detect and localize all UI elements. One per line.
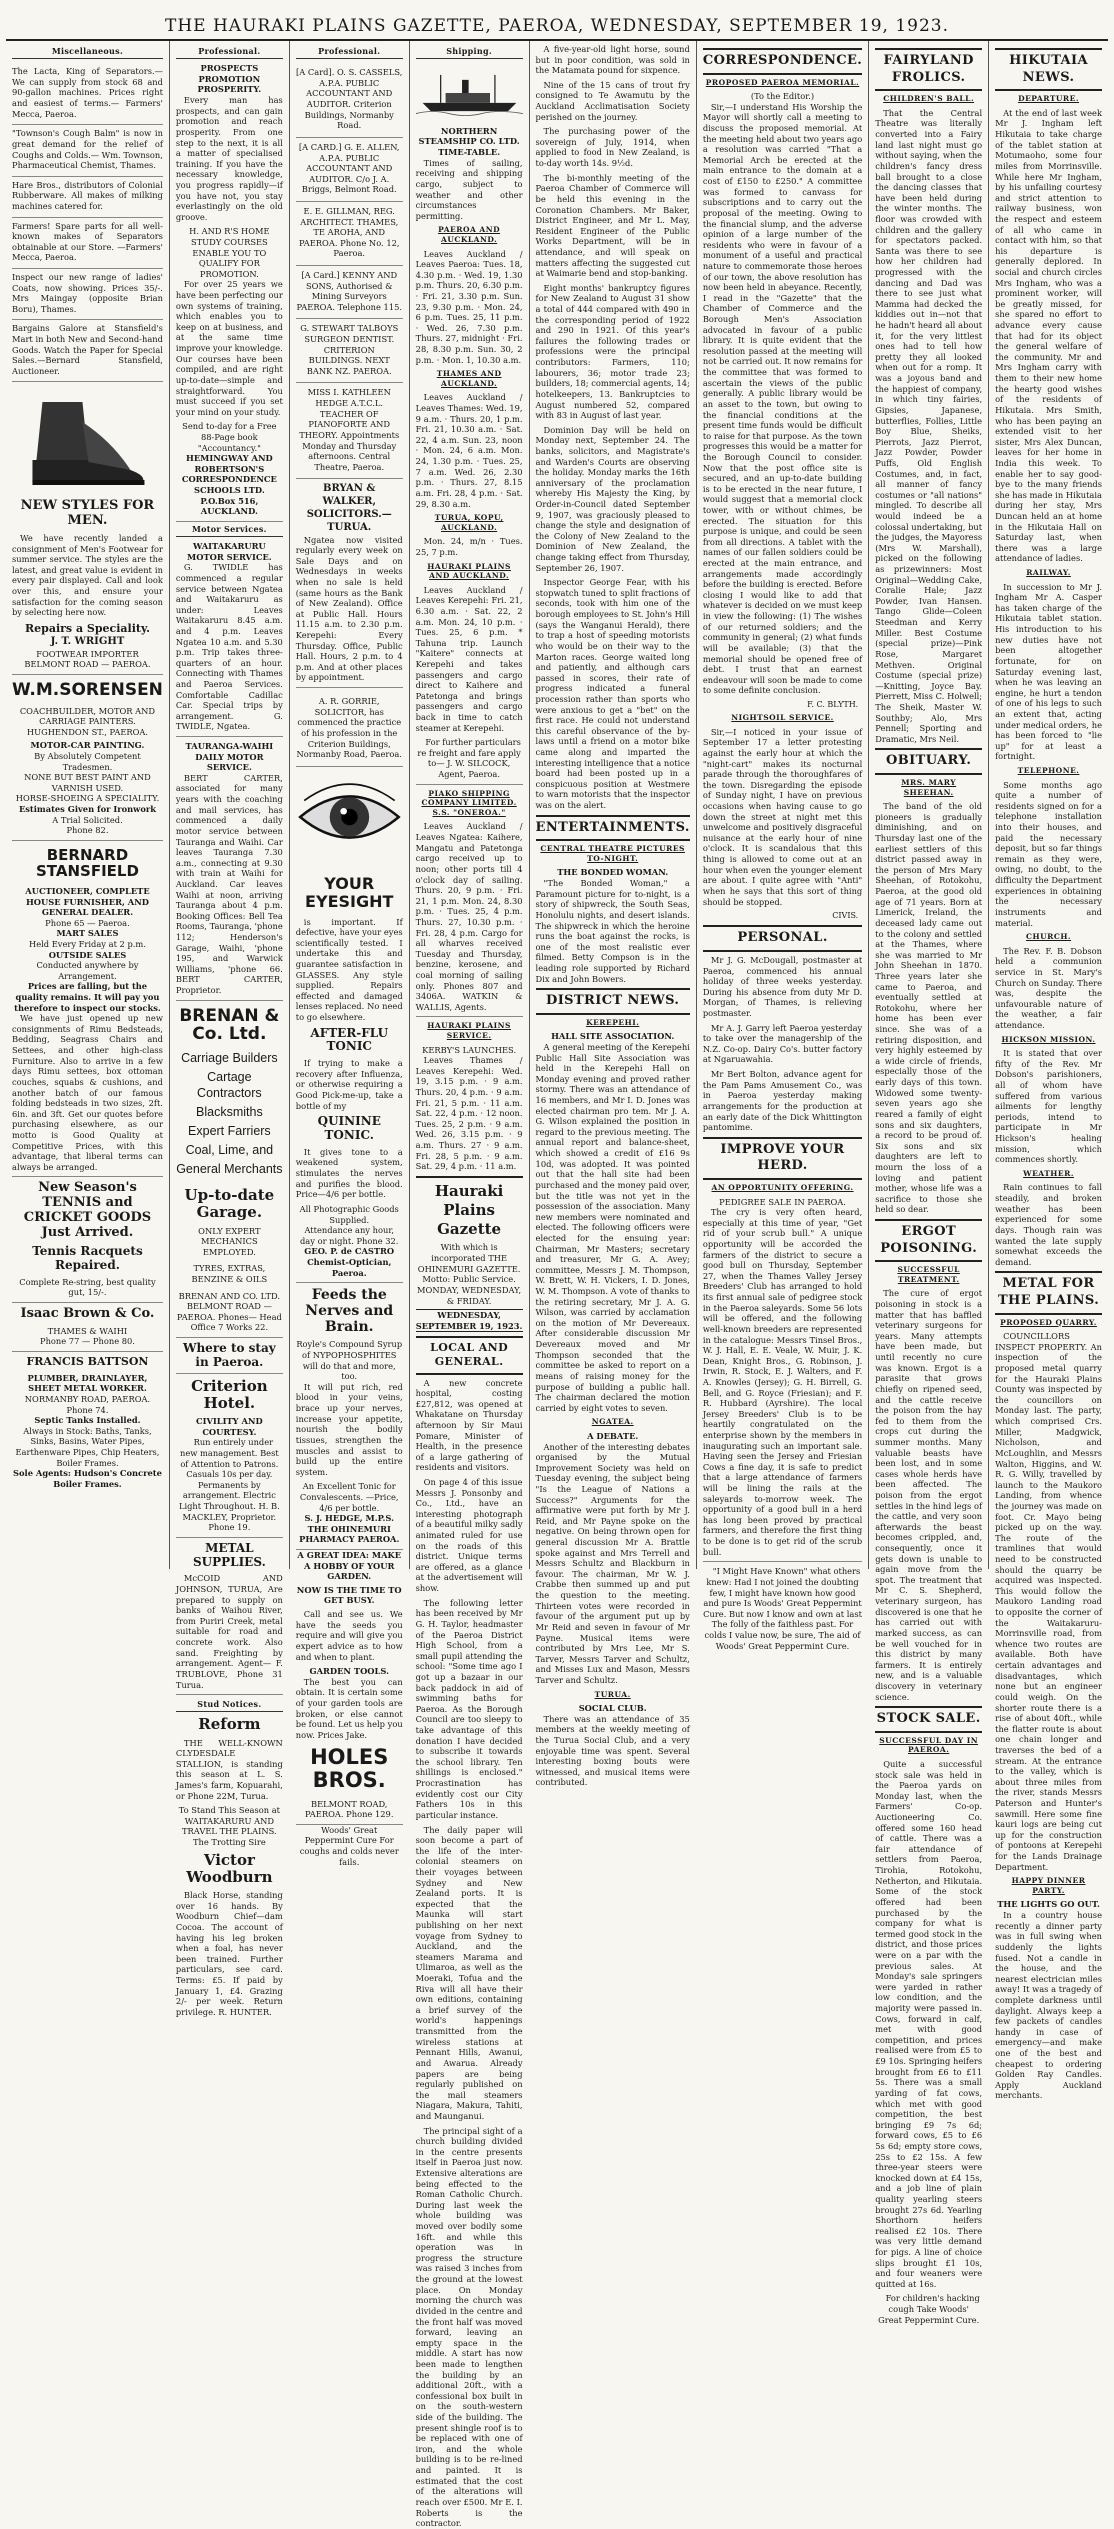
ad-line: Phone 82. — [12, 825, 163, 841]
ad-line: Sole Agents: Hudson's Concrete Boiler Frames. — [13, 1468, 162, 1489]
section-heading: Professional. — [176, 46, 283, 59]
ad-line: Phone 77 — Phone 80. — [12, 1336, 163, 1352]
section-heading: HIKUTAIA NEWS. — [995, 48, 1102, 91]
section-heading: STOCK SALE. — [875, 1706, 982, 1733]
article-paragraph: The cure of ergot poisoning in stock is a matter that has baffled veterinary surgeons for years. Many attempts have been made, but until recently no cure was known. Ergot is a parasite that grows chiefly on ripened seed, and the cattle receive the poison from the hay fed to them from the crops cut during the summer months. Many valuable beasts have been lost, and in some cases whole herds have been affected. The poison from the ergot settles in the hind legs of the cattle, and very soon afterwards the beast becomes crippled, and, consequently, once it gets down is unable to again move from the spot. The treatment that Mr C. S. Shepherd, veterinary surgeon, has discovered is one that he has carried out with marked success, as can be well vouched for in this district by many farmers. It is entirely new, and is a valuable discovery in veterinary science. — [875, 1288, 983, 1702]
ad-body: For over 25 years we have been perfecting our own systems of training, which enables you to keep on at business, and at the same time improve your knowledge. Our courses have been compiled, and are right up-to-date—simple and straightforward. You must succeed if you set your mind on your study. — [175, 279, 283, 417]
ad-line: General Merchants — [176, 1162, 283, 1177]
card-cassels: [A Card]. O. S. CASSELS, A.P.A. PUBLIC ACCOUNTANT AND AUDITOR. Criterion Buildings, Normanby Road. — [296, 63, 403, 138]
subheading: RAILWAY. — [1026, 568, 1071, 578]
ad-name: FRANCIS BATTSON — [26, 1355, 149, 1369]
ad-title: NEW STYLES FOR MEN. — [20, 498, 155, 529]
subheading: THE LIGHTS GO OUT. — [997, 1899, 1100, 1910]
ad-line: THAMES & WAIHI — [47, 1325, 128, 1336]
subheading: PIAKO SHIPPING COMPANY LIMITED. S.S. "ONEROA." — [421, 788, 517, 817]
timetable-body: Leaves Thames / Leaves Kerepehi: Wed. 19, 3.15 p.m. · 9 a.m. Thurs. 20, 4 p.m. · 9 a.m. Fri. 21, 5 p.m. · 11 a.m. Sat. 22, 4 p.m. · 12 noon. Tues. 25, 2 p.m. · 9 a.m. Wed. 26, 3.15 p.m. · 9 a.m. Thurs. 27 · 9 a.m. Fri. 28, 5 p.m. · 9 a.m. Sat. 29, 4 p.m. · 11 a.m. — [415, 1055, 523, 1172]
subheading: TURUA, KOPU, AUCKLAND. — [434, 513, 504, 532]
ad-line: Coal, Lime, and — [185, 1143, 274, 1158]
section-heading: CORRESPONDENCE. — [703, 48, 862, 75]
signature: CIVIS. — [832, 911, 859, 921]
subheading: HALL SITE ASSOCIATION. — [551, 1031, 675, 1042]
subheading: CHURCH. — [1026, 932, 1072, 942]
column-miscellaneous — [6, 41, 170, 1569]
subheading: SUCCESSFUL TREATMENT. — [897, 1265, 960, 1284]
ad-title: Where to stay in Paeroa. — [176, 1342, 283, 1374]
subheading: AN OPPORTUNITY OFFERING. — [711, 1183, 854, 1192]
article-paragraph: Sir,—I noticed in your issue of September 17 a letter protesting against the early hour at which the "night-cart" makes its nocturnal parade through the thoroughfares of the town. Disregarding the episode of Sunday night, I have on previous occasions when having cause to go down the street at night met this unwelcome and positively disgraceful nuisance at the early hour of nine o'clock. It is scandalous that this thing is allowed to come out at an hour when even the younger element are about. I quite agree with "Anti" when he says that this sort of thing should be stopped. — [702, 726, 863, 907]
section-heading: Motor Services. — [176, 524, 283, 537]
article-paragraph: Quite a successful stock sale was held in the Paeroa yards on Monday last, when the Farmers' Co-op. Auctioneering Co. offered some 160 head of cattle. There was a fair attendance of settlers from Paeroa, Tirohia, Rotokohu, Netherton, and Hikutaia. Some of the stock offered had been purchased by the company for what is termed good stock in the district, and those prices were on a par with the previous sales. At Monday's sale springers were yarded in rather low condition, and the majority were passed in. Cows, forward in calf, met with good competition, and prices realised were from £5 to £9 10s. Springing heifers brought from £6 to £11 5s. There was a small yarding of fat cows, which met with good competition, the best bringing £9 7s 6d; forward cows, £5 to £6 5s 6d; empty store cows, 25s to £2 15s. A few three-year steers were knocked down at £4 15s, and a job line of plain quality yearling steers brought 27s 6d. Yearling Shorthorn heifers realised £2 10s. There was very little demand for pigs. A line of choice slips brought £1 10s, and four weaners were quitted at 16s. — [875, 1759, 983, 2289]
ad-line: COACHBUILDER, MOTOR AND CARRIAGE PAINTERS. HUGHENDON ST., PAEROA. — [19, 705, 156, 737]
article-paragraph: In a country house recently a dinner party was in full swing when suddenly the lights fused. Not a candle in the house, and the nearest electrician miles away! It was a tragedy of complete darkness until daylight. Always keep a few packets of candles handy in case of emergency—and make one of the best and cheapest to ordering Golden Ray Candles. Apply Auckland merchants. — [995, 1910, 1102, 2101]
article-paragraph: The bi-monthly meeting of the Paeroa Chamber of Commerce will be held this evening in the Coronation Chambers. Mr Baker, District Engineer, and Mr L. May, Resident Engineer of the Public Works Department, will be in attendance, and will speak on matters affecting the suggested cut at Waimarie bend and stop-banking. — [535, 172, 690, 279]
ad-line: KERBY'S LAUNCHES. — [422, 1044, 517, 1055]
ad-body: It will put rich, red blood in your veins, brace up your nerves, increase your appetite, nourish the bodily tissues, strengthen the muscles and assist to build up the entire system. — [295, 1381, 403, 1477]
subheading: HAURAKI PLAINS SERVICE. — [427, 1021, 511, 1041]
column-professional-cards — [290, 41, 410, 1867]
masthead-title: THE HAURAKI PLAINS GAZETTE, PAEROA, WEDNESDAY, SEPTEMBER 19, 1923. — [165, 16, 949, 36]
subheading: CENTRAL THEATRE PICTURES TO-NIGHT. — [540, 844, 685, 863]
section-heading: LOCAL AND GENERAL. — [416, 1336, 523, 1374]
card-talboys: G. STEWART TALBOYS SURGEON DENTIST. CRITERION BUILDINGS. NEXT BANK NZ. PAEROA. — [296, 319, 403, 383]
article-paragraph: Sir,—I understand His Worship the Mayor will shortly call a meeting to discuss the proposed memorial. At the meeting held about two years ago a resolution was carried "That a Memorial Arch be erected at the main entrance to the domain at a cost of £150 to £250." A committee was formed to canvass for subscriptions and to carry out the proposal of the meeting. Owing to the financial slump, and the adverse opinion of a large number of the residents who were in favour of a monument of a useful and practical nature to commemorate those heroes of our town, the above resolution has now been held in abeyance. Recently, I read in the "Gazette" that the Chamber of Commerce and the Borough Men's Association advocated in favour of a public library. It is quite evident that the resolution passed at the meeting will not be carried out. It now remains for the committee that was formed to ascertain the views of the public generally. A public library would be an asset to the town, but owing to the financial conditions at the present time funds would be difficult to raise for that purpose. As the town progresses this would be a matter for the Borough Council to consider. Now that the post office site is secured, and an up-to-date building is to be erected in the near future, I would suggest that a memorial clock tower, with or without chimes, be erected. The situation for this purpose is unique, and could be seen from all directions. A tablet with the names of our fallen soldiers could be erected at the main entrance, and arrangements made accordingly before the building is erected. Before closing I would like to add that whatever is decided on we must keep in view the following: (1) The wishes of our returned soldiers; and the community in general; (2) what funds will be available; (3) that the memorial should be opened free of debt. I trust that an earnest endeavour will soon be made to come to some definite conclusion. — [702, 101, 863, 696]
ad-title: TAURANGA-WAIHI DAILY MOTOR SERVICE. — [185, 741, 274, 773]
ad-title: Repairs a Speciality. — [24, 621, 150, 635]
timetable-body: Leaves Auckland / Leaves Thames: Wed. 19, 9 a.m. · Thurs. 20, 1 p.m. Fri. 21, 10.30 a.m. · Sat. 22, 4 a.m. Sun. 23, noon · Mon. 24, 6 a.m. Mon. 24, 1.30 p.m. · Tues. 25, 7 a.m. Wed. 26, 2.30 p.m. · Thurs. 27, 8.15 a.m. Fri. 28, 4 p.m. · Sat. 29, 8.30 a.m. — [415, 392, 523, 509]
eye-illustration — [296, 767, 403, 867]
article-paragraph: Rain continues to fall steadily, and broken weather has been experienced for some days. Though rain was wanted the late supply somewhat exceeds the demand. — [995, 1182, 1102, 1267]
article-paragraph: Nine of the 15 cans of trout fry consigned to Te Awamutu by the Auckland Acclimatisation Society perished on the journey. — [535, 79, 690, 122]
page-columns — [6, 41, 1108, 2529]
card-hedge: MISS I. KATHLEEN HEDGE A.T.C.L. TEACHER OF PIANOFORTE AND THEORY. Appointments Monday and Thursday afternoons. Central Theatre, Paeroa. — [296, 383, 403, 479]
ad-line: Complete Re-string, best quality gut, 15/-. — [12, 1277, 163, 1303]
article-paragraph: Dominion Day will be held on Monday next, September 24. The banks, solicitors, and Magistrate's and Warden's Courts are observing the holiday. Monday marks the 16th anniversary of the proclamation whereby His Majesty the King, by Order-in-Council dated September 9, 1907, was graciously pleased to change the style and designation of the Colony of New Zealand to the Dominion of New Zealand, the change taking effect from Thursday, September 26, 1907. — [535, 424, 690, 573]
subheading: PAEROA AND AUCKLAND. — [438, 225, 501, 244]
ad-body: If trying to make a recovery after Influenza, or otherwise requiring a Good Pick-me-up, take a bottle of my — [295, 1058, 403, 1111]
column-fairyland — [869, 41, 989, 2325]
ad-line: With which is incorporated THE OHINEMURI GAZETTE. Motto: Public Service. MONDAY, WEDNESDAY, & FRIDAY. — [417, 1242, 522, 1306]
section-heading: Shipping. — [416, 46, 523, 59]
ad-line: Estimates Given for Ironwork — [18, 804, 156, 815]
ad-title: New Season's TENNIS and CRICKET GOODS Just Arrived. — [23, 1180, 152, 1241]
ad-line: All Photographic Goods Supplied. — [299, 1203, 399, 1225]
article-paragraph: It is stated that over fifty of the Rev. Mr Dobson's parishioners, all of whom have suffered from various ailments for lengthy periods, intend to participate in Mr Hickson's healing mission, which commences shortly. — [995, 1048, 1102, 1165]
ad-name: HOLES BROS. — [310, 1745, 389, 1793]
subheading: PROPOSED QUARRY. — [1000, 1317, 1097, 1327]
timetable-body: Leaves Auckland / Leaves Ngatea: Kaihere, Mangatu and Patetonga cargo received up to noon; other ports till 4 o'clock day of sailing. Thurs. 20, 9 p.m. · Fri. 21, 1 p.m. Mon. 24, 8.30 p.m. · Tues. 25, 4 p.m. Thurs. 27, 10.30 p.m. · Fri. 28, 4 p.m. Cargo for all wharves received Tuesday and Thursday, benzine, kerosene, and coal morning of sailing only. Phones 807 and 3406A. WATKIN & WALLIS, Agents. — [416, 821, 523, 1017]
ad-line: Attendance any hour, day or night. Phone 32. — [300, 1225, 399, 1246]
ad-name: BRENAN & Co. Ltd. — [179, 1005, 280, 1045]
section-heading: ERGOT POISONING. — [875, 1219, 982, 1262]
ad-line: Royle's Compound Syrup of NYPOPHOSPHITES will do that and more, too. — [296, 1339, 403, 1382]
article-paragraph: The cry is very often heard, especially at this time of year, "Get rid of your scrub bull." A unique opportunity will be accorded the farmers of the district to secure a good bull on Thursday, September 27, when the Thames Valley Jersey Breeders' Club has arranged to hold its first annual sale of pedigree stock in the Paeroa saleyards. Some 56 lots will be offered, and the following well-known breeders are represented in the catalogue: Messrs Tinsel Bros., W. J. Hall, E. E. Veale, W. Muir, J. K. Dean, Knight Bros., G. Robinson, J. Irwin, R. Stock, E. J. Walters, and F. A. Knowles (Jersey); G. H. Birrell, G. Bell, and G. Royce (Friesian); and F. R. Hubbard (Ayrshire). The local Jersey Breeders' Club is to be heartily congratulated on the enterprise shown by the members in inaugurating such an important sale. Having seen the Jersey and Friesian Cows a fine day, it is safe to predict that a large attendance of farmers will be lining the rails at the saleyards to-morrow week. The opportunity of a good bull in a herd has long been proved by practical farmers, and therefore the first thing to be done is to get rid of the scrub bull. — [702, 1207, 863, 1557]
subheading: HICKSON MISSION. — [1001, 1034, 1096, 1044]
subheading: PEDIGREE SALE IN PAEROA. — [719, 1196, 846, 1207]
ad-title: Up-to-date Garage. — [184, 1186, 275, 1222]
ad-body: We have recently landed a consignment of Men's Footwear for summer service. The styles are the latest, and great value is evident in every pair displayed. Call and look over this, and ensure your satisfaction for the coming season by selecting here now. — [12, 532, 163, 618]
masthead — [6, 0, 1108, 41]
ad-line: CIVILITY AND COURTESY. — [195, 1416, 263, 1437]
ad-line: NONE BUT BEST PAINT AND VARNISH USED. — [24, 772, 151, 793]
timetable-body: Mon. 24, m/n · Tues. 25, 7 p.m. — [415, 536, 523, 557]
subheading: NGATEA. — [591, 1417, 634, 1427]
ad-line: NORMANBY ROAD, PAEROA. Phone 74. — [24, 1393, 151, 1415]
ad-title: WAITAKARURU MOTOR SERVICE. — [187, 541, 272, 562]
subheading: HAPPY DINNER PARTY. — [1011, 1876, 1086, 1895]
subheading: HAURAKI PLAINS AND AUCKLAND. — [427, 561, 511, 581]
ad-name: W.M.SORENSEN — [12, 679, 163, 700]
ad-title: METAL SUPPLIES. — [192, 1540, 266, 1569]
article-paragraph: At the end of last week Mr J. Ingham left Hikutaia to take charge of the tablet station at Motumaoho, some four miles from Morrinsville. While here Mr Ingham, by his unfailing courtesy and strict attention to railway business, won the respect and esteem of all who came in contact with him, so that his departure is generally deplored. In social and church circles Mrs Ingham, who was a prominent worker, will be greatly missed, for she spared no effort to advance every cause that had for its object the general welfare of the community. Mr and Mrs Ingham carry with them to their new home the hearty good wishes of the residents of Hikutaia. Mrs Smith, who has been paying an extended visit to her sister, Mrs Alex Duncan, leaves for her home in India this week. To enable her to say good-bye to the many friends she has made in Hikutaia during her stay, Mrs Duncan held an at home in the Hikutaia Hall on Saturday last, when there was a large attendance of ladies. — [995, 107, 1102, 564]
card-gorrie: A. R. GORRIE, SOLICITOR, has commenced the practice of his profession in the Criterion Buildings, Normanby Road, Paeroa. — [296, 692, 403, 767]
article-paragraph: There was an attendance of 35 members at the weekly meeting of the Turua Social Club, and a very enjoyable time was spent. Several interesting boxing bouts were witnessed, and musical items were contributed. — [535, 1713, 690, 1788]
section-heading: FAIRYLAND FROLICS. — [875, 48, 982, 91]
ad-line: Carriage Builders — [181, 1051, 278, 1066]
article-paragraph: The purchasing power of the sovereign of July, 1914, when applied to food in New Zealand, is to-day worth 14s. 9½d. — [535, 126, 690, 169]
article-paragraph: Mr J. G. McDougall, postmaster at Paeroa, commenced his annual holiday of three weeks yesterday. During his absence from duty Mr D. Morgan, of Thames, is relieving postmaster. — [702, 955, 863, 1019]
subheading: THE BONDED WOMAN. — [557, 867, 669, 878]
article-paragraph: In succession to Mr J. Ingham Mr A. Casper has taken charge of the Hikutaia tablet station. His introduction to his new duties have not been altogether fortunate, for on Saturday evening last, when he was leaving an engine, he hurt a tendon of one of his legs to such an extent that, acting under medical orders, he has been forced to "lie up" for at least a fortnight. — [995, 581, 1102, 762]
article-paragraph: The following letter has been received by Mr G. H. Taylor, headmaster of the Paeroa District High School, from a small pupil attending the school: "Some time ago I got up a bazaar in our back paddock in aid of swimming baths for Paeroa. As the Borough Council are too sleepy to take advantage of this donation I have decided to subscribe it towards the school library. Ten shillings is enclosed." Procrastination has evidently cost our City Fathers 10s in this particular instance. — [415, 1597, 523, 1820]
section-heading: OBITUARY. — [875, 748, 982, 775]
subheading: SUCCESSFUL DAY IN PAEROA. — [879, 1735, 979, 1755]
article-paragraph: Another of the interesting debates organised by the Mutual Improvement Society was held on Tuesday evening, the subject being "Is the League of Nations a Success?" Arguments for the affirmative were put forth by Mr J. Reid, and Mr Payne spoke on the negative. On being thrown open for general discussion Mr A. Brattle spoke against and Mrs Terrell and Messrs Schultz and Blackburn in favour. The chairman, Mr W. J. Crabbe then summed up and put the question to the meeting. Thirteen votes were recorded in favour of the argument put up by Mr Reid and seven in favour of Mr Payne. Musical items were contributed by Mrs Lee, Mr S. Tarver, Messrs Tarver and Schultz, and Misses Lux and Mason, Messrs Tarver and Schultz. — [535, 1441, 690, 1685]
ad-line: Conducted anywhere by Arrangement. — [36, 960, 139, 981]
ad-line: Phone 65 — Paeroa. — [45, 917, 130, 928]
section-heading: Professional. — [296, 46, 403, 59]
ad-title: NORTHERN STEAMSHIP CO. LTD. — [418, 125, 520, 147]
section-heading: DISTRICT NEWS. — [536, 988, 690, 1015]
ad-line: A GREAT IDEA: MAKE A HOBBY OF YOUR GARDEN. — [297, 1550, 402, 1582]
ad-line: BELMONT ROAD — PAEROA. Phones— Head Office 7 Works 22. — [176, 1301, 283, 1338]
shoe-illustration — [12, 382, 163, 492]
ad-line: H. AND R'S HOME STUDY COURSES ENABLE YOU TO QUALIFY FOR PROMOTION. — [189, 226, 270, 279]
ad-line: Blacksmiths — [196, 1105, 263, 1120]
ad-line: Prices are falling, but the quality remains. It will pay you therefore to inspect our stocks. — [14, 981, 161, 1013]
ad-line: Woods' Great Peppermint Cure For coughs and colds never fails. — [299, 1824, 399, 1867]
article-paragraph: The band of the old pioneers is gradually diminishing, and on Thursday last one of the earliest settlers of this district passed away in the person of Mrs Mary Sheehan, of Rotokohu, Paeroa, at the good old age of 71 years. Born at Limerick, Ireland, the deceased lady came out to the colony and settled at the Thames, where she was married to Mr John Sheehan in 1870. Three years later she came to Paeroa, and eventually settled at Rotokohu, where her home has been ever since. She was of a retiring disposition, and very highly esteemed by a wide circle of friends, especially those of the early days of this town. Widowed some twenty-seven years ago she reared a family of eight sons and six daughters, a record to be proud of. Six sons and six daughters are left to mourn the loss of a loving and patient mother, whose life was a sacrifice to those she held so dear. — [875, 801, 983, 1215]
ad-name: BERNARD STANSFIELD — [36, 845, 139, 881]
ad-body: The best you can obtain. It is certain some of your garden tools are broken, or else cannot be found. Let us help you now. Prices Jake. — [295, 1676, 403, 1740]
subheading: CHILDREN'S BALL. — [883, 94, 975, 104]
ad-line: GARDEN TOOLS. — [309, 1666, 389, 1677]
signature: F. C. BLYTH. — [807, 699, 859, 709]
article-paragraph: Some months ago quite a number of residents signed on for a telephone installation into their houses, and paid the necessary deposit, but so far things remain as they were, owing, no doubt, to the difficulty the Department experiences in obtaining the necessary instruments and material. — [995, 779, 1102, 928]
article-paragraph: "The Bonded Woman," a Paramount picture for to-night, is a story of shipwreck, the South Seas, Honolulu nights, and desert islands. The shipwreck in which the heroine runs the boat against the rocks, is one of the most realistic ever filmed. Betty Compson is in the leading role supported by Richard Dix and John Bowers. — [535, 878, 690, 984]
misc-item: "Townson's Cough Balm" is now in great demand for the relief of Coughs and Colds.— Wm. Townson, Pharmaceutical Chemist, Thames. — [12, 125, 163, 176]
column-correspondence — [697, 41, 869, 1651]
misc-item: Inspect our new range of ladies' Coats, now showing. Prices 35/-. Mrs Maingay (opposite Brian Boru), Thames. — [12, 269, 163, 320]
article-paragraph: That the Central Theatre was literally converted into a Fairy land last night must go without saying, when the children's fancy dress ball brought to a close the dancing classes that have been held during the winter months. The floor was crowded with children and the gallery for spectators packed. Santa was there to see how her children had progressed with the dancing and Dad was there to see just what Mamma had decked the kiddies out in—not that he hadn't heard all about it, for the very littlest ones had to tell how pretty they all looked when out for a romp. It was a joyous band and the happiest of company, in which tiny fairies, Gipsies, Japanese, butterflies, Follies, Little Boy Blue, Sheiks, Pierrots, Jazz Pierrot, Jazz Powder, Powder Puffs, Old English Costumes, and, in fact, all manner of fancy costumes or "all nations" mingled. To describe all would indeed be a colossal undertaking, but the judges, the Mayoress (Mrs W. Marshall), picked on the following as prizewinners: Most Original—Wedding Cake, Coralie Hale; Jazz Powder, Ivan Hansen. Tango Glide—Coleen Steedman and Kerry Miller. Best Costume (special prize)—Pink Rose, Margaret Methven. Original Costume (special prize)—Knitting, Joyce Bay. Pierrett, Miss C. Holwell; The Sheik, Master W. Southby; Alo, Mrs Pennell; Sporting and Dramatic, Mrs Neil. — [875, 107, 983, 744]
subheading: KEREPEHI. — [586, 1017, 640, 1027]
subheading: THAMES AND AUCKLAND. — [436, 369, 502, 388]
ad-body: "I Might Have Known" what others knew: Had I not joined the doubting few, I might have known how good and pure Is Woods' Great Peppermint Cure. But now I know and own at last The folly of the faithless past. For colds I value now, be sure, The aid of Woods' Great Peppermint Cure. — [703, 1561, 862, 1651]
ad-line: HEMINGWAY AND ROBERTSON'S CORRESPONDENCE SCHOOLS LTD. P.O.Box 516, AUCKLAND. — [176, 453, 283, 522]
article-paragraph: A five-year-old light horse, sound but in poor condition, was sold in the Matamata pound for sixpence. — [535, 44, 690, 76]
ad-line: MOTOR-CAR PAINTING. — [30, 740, 145, 751]
ad-body: is important. If defective, have your eyes scientifically tested. I undertake this and guarantee satisfaction in GLASSES. Any style supplied. Repairs effected and damaged lenses replaced. No need to go elsewhere. — [295, 916, 403, 1022]
article-paragraph: Mr A. J. Garry left Paeroa yesterday to take over the managership of the N.Z. Co-op. Dairy Co's. butter factory at Ngaruawahia. — [702, 1022, 863, 1065]
ad-name: Isaac Brown & Co. — [20, 1305, 155, 1321]
ad-line: TYRES, EXTRAS, BENZINE & OILS — [191, 1263, 268, 1284]
ad-name: J. T. WRIGHT — [50, 635, 125, 647]
subheading: SOCIAL CLUB. — [578, 1703, 647, 1714]
timetable-body: Leaves Auckland / Leaves Kerepehi: Fri. 21, 6.30 a.m. · Sat. 22, 2 a.m. Mon. 24, 10 p.m. · Tues. 25, 6 p.m. * Tahuna trip. Launch "Kaitere" connects at Kerepehi and takes passengers and cargo direct to Kaihere and Patetonga and brings passengers and cargo back in time to catch steamer at Kerepehi. — [415, 584, 523, 733]
ad-line: MART SALES — [56, 928, 119, 939]
article-paragraph: COUNCILLORS INSPECT PROPERTY. An inspection of the proposed metal quarry for the Hauraki Plains County was inspected by the councillors on Monday last. The party, which comprised Crs. Miller, Madgwick, Nicholson, and McLoughlin, and Messrs Walton, Higgins, and W. R. G. Willy, travelled by launch to the Maukoro Landing, from whence the journey was made on foot. Cr. Mayo being picked up on the way. The route of the tramlines that would need to be constructed should the quarry be acquired was inspected. This would follow the Maukoro Landing road to opposite the corner of the Waitakaruru-Morrinsville road, from whence two routes are available. Both have certain advantages and disadvantages, which none but an engineer could weigh. On the shorter route there is a rise of about 40ft., while the flatter route is about one chain longer and traverses the bed of a stream. At the entrance to the valley, which is about three miles from the river, stands Messrs Paterson and Hunter's sawmill. Here some fine kauri logs are being cut up for the construction of pontoons at Kerepehi for the Lands Drainage Department. — [995, 1331, 1102, 1872]
article-paragraph: A general meeting of the Kerepehi Public Hall Site Association was held in the Kerepehi Hall on Monday evening and proved rather stormy. There was an attendance of 16 members, and Mr I. D. Jones was elected chairman pro tem. Mr J. A. G. Wilson explained the position in regard to the previous meeting. The annual report and balance-sheet, which showed a credit of £16 9s 10d, was adopted. It was pointed out that the hall site had been purchased and the money paid over, but the title was not yet in the possession of the association. Many new members were nominated and elected. The following officers were elected for the ensuing year: Chairman, Mr Masters; secretary and treasurer, Mr G. A. Avey; committee, Messrs J. M. Thompson, W. Brett, W. H. Vickers, I. D. Jones, W. M. Thompson. A vote of thanks to the retiring secretary, Mr J. A. G. Wilson, was carried by acclamation on the motion of Mr Devereaux. After considerable discussion Mr Devereaux moved and Mr Thompson seconded that the committee be asked to report on a means of raising money for the purpose of building a public hall. The chairman declared the motion carried by eight votes to seven. — [535, 1042, 690, 1413]
ad-line: BRENAN AND CO. LTD. — [178, 1290, 281, 1301]
ad-line: BELMONT ROAD, PAEROA. Phone 129. — [296, 1799, 403, 1825]
section-heading: ENTERTAINMENTS. — [536, 815, 690, 842]
section-heading: PERSONAL. — [703, 925, 862, 952]
ad-line: AUCTIONEER, COMPLETE HOUSE FURNISHER, AND GENERAL DEALER. — [25, 885, 150, 918]
article-paragraph: The Rev. F. B. Dobson held a communion service in St. Mary's Church on Sunday. There was, despite the unfavourable nature of the weather, a fair attendance. — [995, 945, 1102, 1030]
misc-item: Bargains Galore at Stansfield's Mart in both New and Second-hand Goods. Watch the Paper for Special Sales.—Bernard Stansfield, Auctioneer. — [12, 320, 163, 382]
ad-line: Held Every Friday at 2 p.m. — [28, 938, 146, 949]
ad-body: We have just opened up new consignments of Rimu Bedsteads, Bedding, Seagrass Chairs and Settees, and other high-class Furniture. Also to arrive in a few days Rimu settees, box ottoman couches, squabs & cushions, and another batch of our famous folding bedsteads in two sizes, 2ft. 6in. and 3ft. Get our quotes before purchasing elsewhere, as our motto is Good Quality at Competitive Prices, with this advantage, that liberal terms can always be arranged. — [12, 1013, 163, 1177]
section-heading: IMPROVE YOUR HERD. — [703, 1137, 862, 1180]
ad-body: G. TWIDLE has commenced a regular service between Ngatea and Waitakaruru as under: Leaves Waitakaruru 8.45 a.m. and 4 p.m. Leaves Ngatea 10 a.m. and 5.30 p.m. Trip takes three-quarters of an hour. Connecting with Thames and Paeroa Services. Comfortable Cadillac Car. Special trips by arrangement. G. TWIDLE, Ngatea. — [176, 562, 283, 737]
dateline: WEDNESDAY, SEPTEMBER 19, 1923. — [415, 1310, 523, 1331]
ad-body: THE WELL-KNOWN CLYDESDALE STALLION, is standing this season at L. S. James's farm, Kopuarahi, or Phone 22M, Turua. — [175, 1737, 283, 1801]
misc-item: Hare Bros., distributors of Colonial Rubberware. All makes of milking machines catered for. — [12, 177, 163, 218]
steamship-illustration — [416, 63, 523, 123]
article-paragraph: Inspector George Fear, with his stopwatch tuned to split fractions of seconds, took with him one of the borough employees to St. John's Hill (says the Wanganui Herald), there to trap a host of speeding motorists who would be on their way to the Marton races. George waited long and patiently, and although cars passed in scores, their rate of progress indicated a funeral procession rather than sports who were anxious to get a "bet" on the first race. He could not understand this careful observance of the by-laws until a friend on a motor bike came along and imparted the interesting intelligence that a notice board had been posted up in a conspicuous position at Westmere to warn motorists that the inspector was on the alert. — [535, 577, 690, 811]
card-kenny: [A Card.] KENNY AND SONS, Authorised & Mining Surveyors PAEROA. Telephone 115. — [296, 266, 403, 319]
ad-body: For further particulars re freight and fare apply to— J. W. SILCOCK, Agent, Paeroa. — [416, 737, 523, 784]
ad-line: To Stand This Season at WAITAKARURU AND TRAVEL THE PLAINS. The Trotting Sire — [178, 1805, 280, 1848]
subheading: PROPOSED PAEROA MEMORIAL. — [705, 77, 860, 87]
article-paragraph: Eight months' bankruptcy figures for New Zealand to August 31 show a total of 444 compared with 490 in the corresponding period of 1922 and 290 in 1921. Of this year's failures the following trades or professions were the principal contributors: Farmers, 110; labourers, 36; motor trade 23; builders, 18; commercial agents, 14; hotelkeepers, 13. Bankruptcies to August numbered 52, compared with 83 in August of last year. — [535, 282, 690, 421]
ad-body: It gives tone to a weakened system, stimulates the nerves and purifies the blood. Price—4/6 per bottle. — [295, 1146, 403, 1200]
subheading: TELEPHONE. — [1017, 766, 1080, 775]
ad-line: Send to-day for a Free 88-Page book "Accountancy." — [182, 421, 277, 453]
ad-line: TIME-TABLE. — [438, 147, 501, 158]
misc-item: Farmers! Spare parts for all well-known makes of Separators obtainable at our Store. —Farmers' Mecca, Paeroa. — [12, 218, 163, 269]
ad-line: Expert Farriers — [188, 1124, 271, 1139]
ad-title: YOUR EYESIGHT — [305, 874, 394, 911]
misc-item: The Lacta, King of Separators.— We can supply from stock 68 and 90-gallon machines. Prices right and easiest of terms.— Farmers' Mecca, Paeroa. — [12, 63, 163, 125]
section-heading: METAL FOR THE PLAINS. — [995, 1271, 1102, 1314]
article-paragraph: The daily paper will soon become a part of the life of the inter-colonial steamers on their voyages between Sydney and New Zealand ports. It is expected that the Maunka will start publishing on her next voyage from Sydney to Auckland, and the steamers Marama and Ulimaroa, as well as the Moeraki, Tofua and the Riva will all have their own editions, containing a brief survey of the world's happenings transmitted from the wireless stations at Pennant Hills, Awanui, and Awarua. Already papers are being regularly published on the mail steamers Niagara, Makura, Tahiti, and Maunganui. — [415, 1824, 523, 2121]
ad-line: GEO. P. de CASTRO Chemist-Optician, Paeroa. — [296, 1246, 403, 1283]
ad-body: Ngatea now visited regularly every week on Sale Days and on Wednesdays in weeks when no sale is held (same hours as the Bank of New Zealand). Office at Public Hall. Hours 11.15 a.m. to 2.30 p.m. Kerepehi: Every Thursday. Office, Public Hall. Hours, 2 p.m. to 4 p.m. And at other places by appointment. — [296, 535, 403, 689]
ad-body: BERT CARTER, associated for many years with the coaching and mail services, has commenced a daily motor service between Tauranga and Waihi. Car leaves Tauranga 7.30 a.m., connecting at 9.30 with train at Waihi for Auckland. Car leaves Waihi at noon, arriving Tauranga about 4 p.m. Booking Offices: Bell Tea Rooms, Tauranga, 'phone 112; Henderson's Garage, Waihi, 'phone 195, and Warwick Williams, 'phone 66. BERT CARTER, Proprietor. — [176, 773, 283, 1001]
ad-body: Every man has prospects, and can gain promotion and reach prosperity. From one step to the next, it is all a matter of specialised training. If you have the necessary knowledge, you progress rapidly—if you have not, you stay everlastingly on the old groove. — [175, 95, 283, 222]
ad-title: AFTER-FLU TONIC — [310, 1025, 389, 1054]
ad-body: McCOID AND JOHNSON, TURUA, Are prepared to supply on banks of Waihou River, from Puriri Creek, metal suitable for road and concrete work. Also sand. Freighting by arrangement. Agent— F. TRUBLOVE, Phone 31 Turua. — [176, 1573, 283, 1695]
column-shipping — [410, 41, 530, 2529]
ad-title: BRYAN & WALKER, SOLICITORS.—TURUA. — [306, 483, 392, 533]
gazette-nameplate: Hauraki Plains Gazette — [416, 1176, 523, 1240]
card-allen: [A CARD.] G. E. ALLEN, A.P.A. PUBLIC ACCOUNTANT AND AUDITOR. C/o J. A. Briggs, Belmont Road. — [296, 138, 403, 202]
article-paragraph: On page 4 of this issue Messrs J. Ponsonby and Co., Ltd., have an interesting photograph of a beautiful milky sadly animated ruled for use on the roads of this district. Unique terms are offered, as a glance at the advertisement will show. — [415, 1477, 523, 1594]
subheading: A DEBATE. — [587, 1430, 639, 1441]
ad-title: Feeds the Nerves and Brain. — [305, 1287, 394, 1336]
ad-title: PROSPECTS PROMOTION PROSPERITY. — [197, 63, 262, 95]
ad-title: Reform — [198, 1715, 261, 1734]
ad-line: ONLY EXPERT MECHANICS EMPLOYED. — [198, 1225, 261, 1257]
ad-line: OUTSIDE SALES — [48, 949, 127, 960]
column-local-news — [530, 41, 697, 1788]
ad-title: Victor Woodburn — [186, 1850, 273, 1886]
ad-title: QUININE TONIC. — [317, 1114, 381, 1143]
ad-body: For children's hacking cough Take Woods' Great Peppermint Cure. — [878, 2293, 980, 2325]
ad-body: Call and see us. We have the seeds you require and will give you expert advice as to how and when to plant. — [295, 1609, 403, 1662]
column-hikutaia — [989, 41, 1108, 2101]
article-paragraph: A new concrete hospital, costing £27,812, was opened at Whakatane on Thursday afternoon by Sir Maui Pomare, Minister of Health, in the presence of a large gathering of residents and visitors. — [415, 1377, 523, 1473]
ad-line: Cartage Contractors — [197, 1070, 262, 1101]
ad-line: FOOTWEAR IMPORTER — [36, 648, 139, 659]
ad-line: A Trial Solicited. — [52, 814, 123, 825]
section-heading: Stud Notices. — [176, 1699, 283, 1712]
ad-line: By Absolutely Competent Tradesmen. — [34, 751, 141, 772]
ad-title: Criterion Hotel. — [191, 1376, 268, 1412]
subheading: DEPARTURE. — [1018, 94, 1079, 104]
ad-line: (To the Editor.) — [750, 91, 815, 102]
subheading: TURUA. — [594, 1689, 631, 1699]
ad-line: S. J. HEDGE, M.P.S. THE OHINEMURI PHARMACY PAEROA. — [296, 1513, 403, 1550]
ad-title: Tennis Racquets Repaired. — [32, 1244, 143, 1272]
ad-body: Run entirely under new management. Best of Attention to Patrons. Casuals 10s per day. Permanents by arrangement. Electric Light Throughout. H. B. MACKLEY, Proprietor. Phone 19. — [176, 1437, 283, 1537]
ad-body: Black Horse, standing over 16 hands. By Woodburn Chief—dam Cocoa. The account of having his leg broken when a foal, has never been trained. Further particulars, see card. Terms: £5. If paid by January 1, £4. Grazing 2/- per week. Return privilege. R. HUNTER. — [175, 1890, 283, 2017]
section-heading: Miscellaneous. — [12, 46, 163, 59]
article-paragraph: The principal sight of a church building divided in the centre presents itself in Paeroa just now. Extensive alterations are being effected to the Roman Catholic Church. During last week the whole building was moved over bodily some 16ft. and while this operation was in progress the structure was raised 3 inches from the ground at the lowest place. On Monday morning the church was divided in the centre and the front half was moved forward, leaving an empty space in the middle. A start has now been made to lengthen the building by an additional 20ft., with a confessional box built in on the south-western side of the building. The present shingle roof is to be replaced with one of iron, and the whole building is to be re-lined and painted. It is estimated that the cost of the alterations will reach over £500. Mr E. I. Roberts is the contractor. — [415, 2125, 523, 2529]
ad-line: HORSE-SHOEING A SPECIALITY. — [15, 793, 160, 804]
ad-line: PLUMBER, DRAINLAYER, SHEET METAL WORKER. — [27, 1372, 148, 1394]
subheading: WEATHER. — [1023, 1168, 1074, 1178]
ad-body: Times of sailing, receiving and shipping cargo, subject to weather and other circumstances permitting. — [415, 157, 523, 221]
ad-line: Septic Tanks Installed. — [34, 1415, 141, 1426]
ad-line: Always in Stock: Baths, Tanks, Sinks, Basins, Water Pipes, Earthenware Pipes, Chip Heaters, Boiler Frames. — [15, 1425, 160, 1468]
timetable-body: Leaves Auckland / Leaves Paeroa: Tues. 18, 4.30 p.m. · Wed. 19, 1.30 p.m. Thurs. 20, 6.30 p.m. · Fri. 21, 3.30 p.m. Sun. 23, 9.30 p.m. · Mon. 24, 6 p.m. Tues. 25, 11 p.m. · Wed. 26, 7.30 p.m. Thurs. 27, midnight · Fri. 28, 8.30 p.m. Sun. 30, 2 p.m. · Mon. 1, 10.30 a.m. — [415, 248, 523, 365]
column-professional — [170, 41, 290, 2017]
subheading: NIGHTSOIL SERVICE. — [731, 713, 834, 723]
subheading: MRS. MARY SHEEHAN. — [901, 778, 957, 797]
ad-line: BELMONT ROAD — PAEROA. — [12, 659, 163, 675]
ad-line: An Excellent Tonic for Convalescents. —Price, 4/6 per bottle. — [299, 1481, 399, 1513]
card-gillman: E. E. GILLMAN, REG. ARCHITECT. THAMES, TE AROHA, AND PAEROA. Phone No. 12, Paeroa. — [296, 202, 403, 266]
article-paragraph: Mr Bert Bolton, advance agent for the Pam Pams Amusement Co., was in Paeroa yesterday making arrangements for the production at an early date of the Dick Whittington pantomime. — [702, 1069, 863, 1133]
ad-line: NOW IS THE TIME TO GET BUSY. — [296, 1584, 402, 1606]
